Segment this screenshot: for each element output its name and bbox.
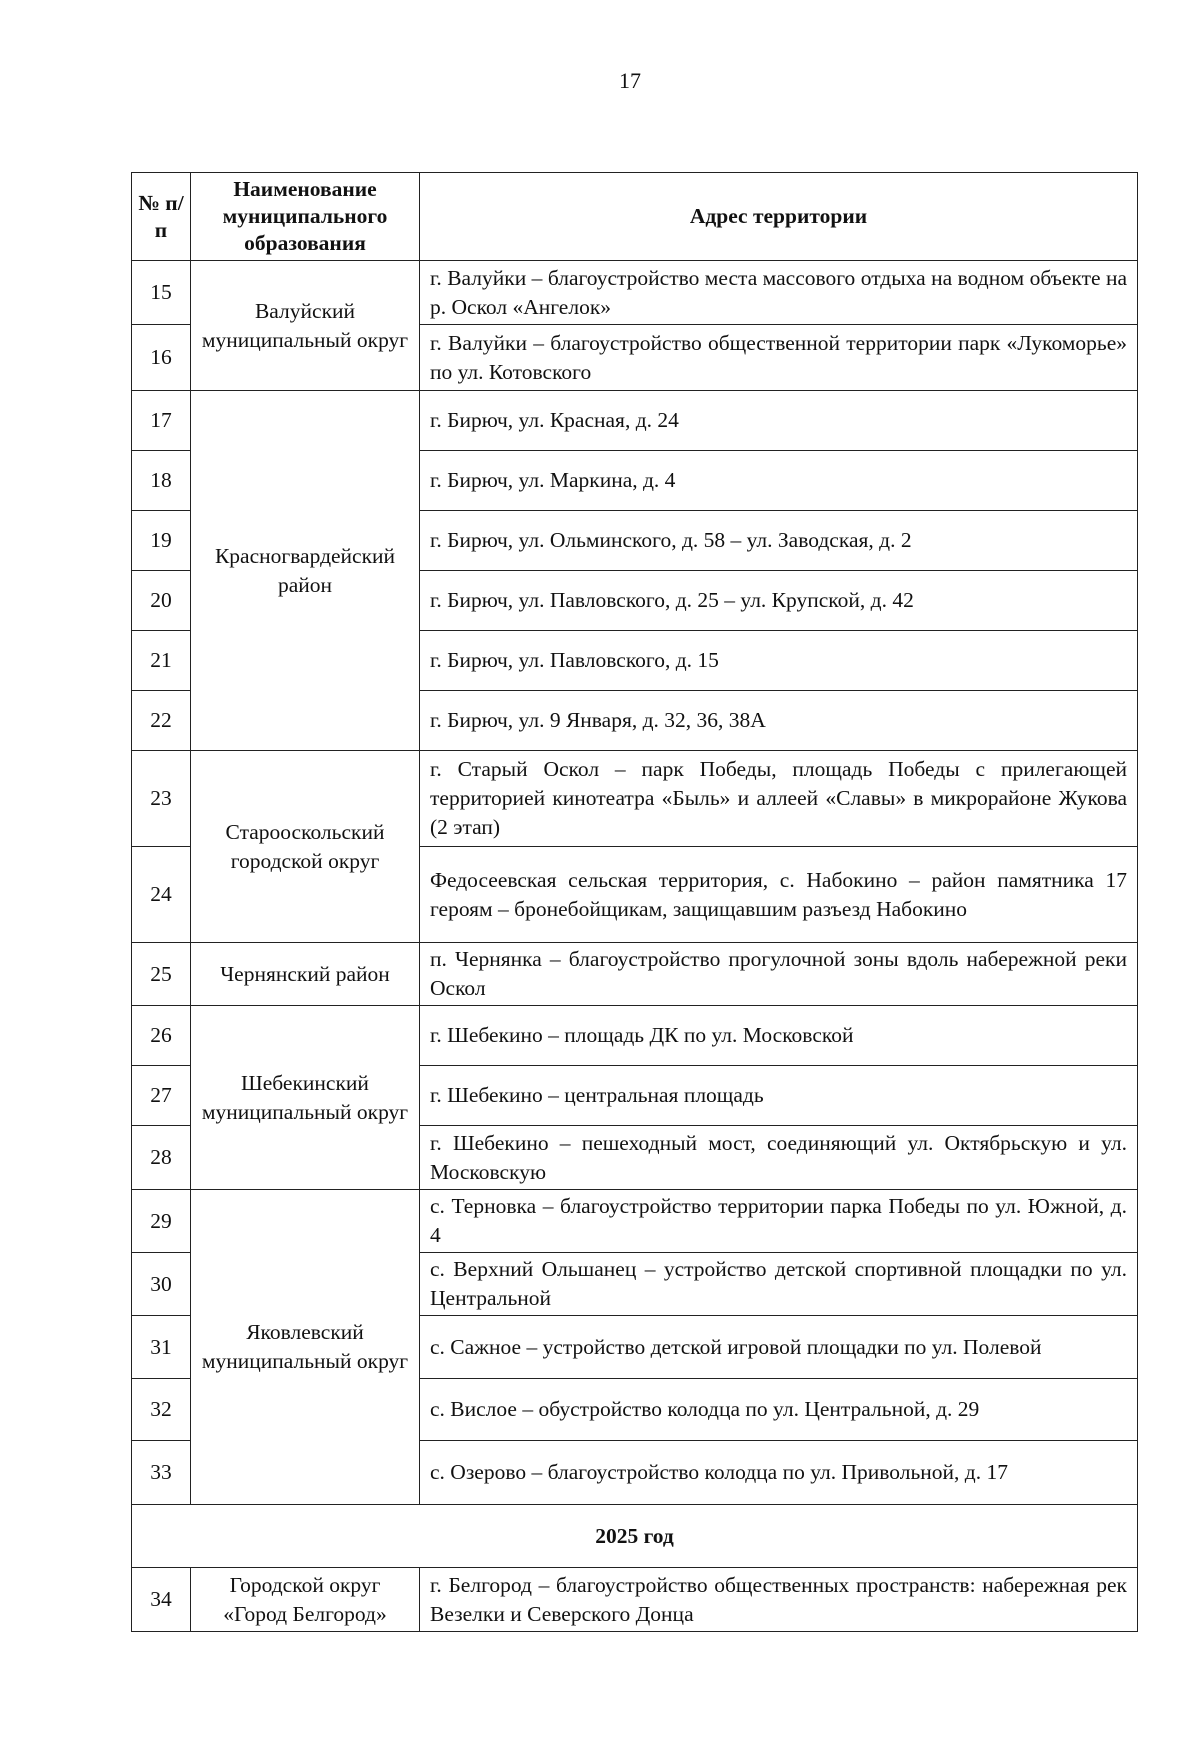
address-cell: с. Сажное – устройство детской игровой площадки по ул. Полевой: [420, 1316, 1138, 1379]
row-number: 18: [132, 451, 191, 511]
municipality-cell: Яковлевский муниципальный округ: [191, 1190, 420, 1505]
row-number: 16: [132, 325, 191, 391]
row-number: 25: [132, 943, 191, 1006]
row-number: 15: [132, 261, 191, 325]
row-number: 21: [132, 631, 191, 691]
year-heading-row: [132, 1505, 1138, 1568]
address-cell: г. Шебекино – площадь ДК по ул. Московской: [420, 1006, 1138, 1066]
table-row: [132, 1190, 1138, 1253]
row-number: 29: [132, 1190, 191, 1253]
row-number: 34: [132, 1568, 191, 1632]
municipality-cell: Чернянский район: [191, 943, 420, 1006]
row-number: 32: [132, 1379, 191, 1441]
table-header-row: [132, 173, 1138, 261]
row-number: 22: [132, 691, 191, 751]
territories-table: [131, 172, 1138, 1632]
row-number: 17: [132, 391, 191, 451]
municipality-cell: Валуйский муниципальный округ: [191, 261, 420, 391]
header-municipality: Наименование муниципального образования: [191, 173, 420, 261]
row-number: 23: [132, 751, 191, 847]
address-cell: с. Терновка – благоустройство территории парка Победы по ул. Южной, д. 4: [420, 1190, 1138, 1253]
address-cell: г. Валуйки – благоустройство места массового отдыха на водном объекте на р. Оскол «Ангелок»: [420, 261, 1138, 325]
address-cell: г. Бирюч, ул. Ольминского, д. 58 – ул. Заводская, д. 2: [420, 511, 1138, 571]
address-cell: с. Вислое – обустройство колодца по ул. Центральной, д. 29: [420, 1379, 1138, 1441]
address-cell: с. Озерово – благоустройство колодца по ул. Привольной, д. 17: [420, 1441, 1138, 1505]
municipality-cell: Старооскольский городской округ: [191, 751, 420, 943]
table-row: [132, 261, 1138, 325]
row-number: 20: [132, 571, 191, 631]
address-cell: г. Бирюч, ул. Павловского, д. 25 – ул. Крупской, д. 42: [420, 571, 1138, 631]
page-number: 17: [619, 68, 641, 93]
row-number: 26: [132, 1006, 191, 1066]
year-heading: 2025 год: [132, 1505, 1138, 1568]
address-cell: г. Белгород – благоустройство общественных пространств: набережная рек Везелки и Северского Донца: [420, 1568, 1138, 1632]
row-number: 27: [132, 1066, 191, 1126]
row-number: 19: [132, 511, 191, 571]
address-cell: с. Верхний Ольшанец – устройство детской спортивной площадки по ул. Центральной: [420, 1253, 1138, 1316]
row-number: 28: [132, 1126, 191, 1190]
address-cell: г. Бирюч, ул. Маркина, д. 4: [420, 451, 1138, 511]
row-number: 33: [132, 1441, 191, 1505]
address-cell: Федосеевская сельская территория, с. Набокино – район памятника 17 героям – бронебойщикам, защищавшим разъезд Набокино: [420, 847, 1138, 943]
address-cell: г. Шебекино – центральная площадь: [420, 1066, 1138, 1126]
municipality-cell: Шебекинский муниципальный округ: [191, 1006, 420, 1190]
table-row: [132, 1568, 1138, 1632]
address-cell: г. Бирюч, ул. Красная, д. 24: [420, 391, 1138, 451]
address-cell: г. Бирюч, ул. 9 Января, д. 32, 36, 38А: [420, 691, 1138, 751]
table-row: [132, 1006, 1138, 1066]
address-cell: г. Старый Оскол – парк Победы, площадь Победы с прилегающей территорией кинотеатра «Быль» и аллеей «Славы» в микрорайоне Жукова (2 этап): [420, 751, 1138, 847]
row-number: 24: [132, 847, 191, 943]
municipality-cell: Красногвардейский район: [191, 391, 420, 751]
address-cell: г. Шебекино – пешеходный мост, соединяющий ул. Октябрьскую и ул. Московскую: [420, 1126, 1138, 1190]
row-number: 30: [132, 1253, 191, 1316]
header-num: № п/п: [132, 173, 191, 261]
address-cell: п. Чернянка – благоустройство прогулочной зоны вдоль набережной реки Оскол: [420, 943, 1138, 1006]
table-row: [132, 751, 1138, 847]
address-cell: г. Валуйки – благоустройство общественной территории парк «Лукоморье» по ул. Котовского: [420, 325, 1138, 391]
table-row: [132, 391, 1138, 451]
address-cell: г. Бирюч, ул. Павловского, д. 15: [420, 631, 1138, 691]
municipality-cell: Городской округ «Город Белгород»: [191, 1568, 420, 1632]
row-number: 31: [132, 1316, 191, 1379]
table-row: [132, 943, 1138, 1006]
header-address: Адрес территории: [420, 173, 1138, 261]
